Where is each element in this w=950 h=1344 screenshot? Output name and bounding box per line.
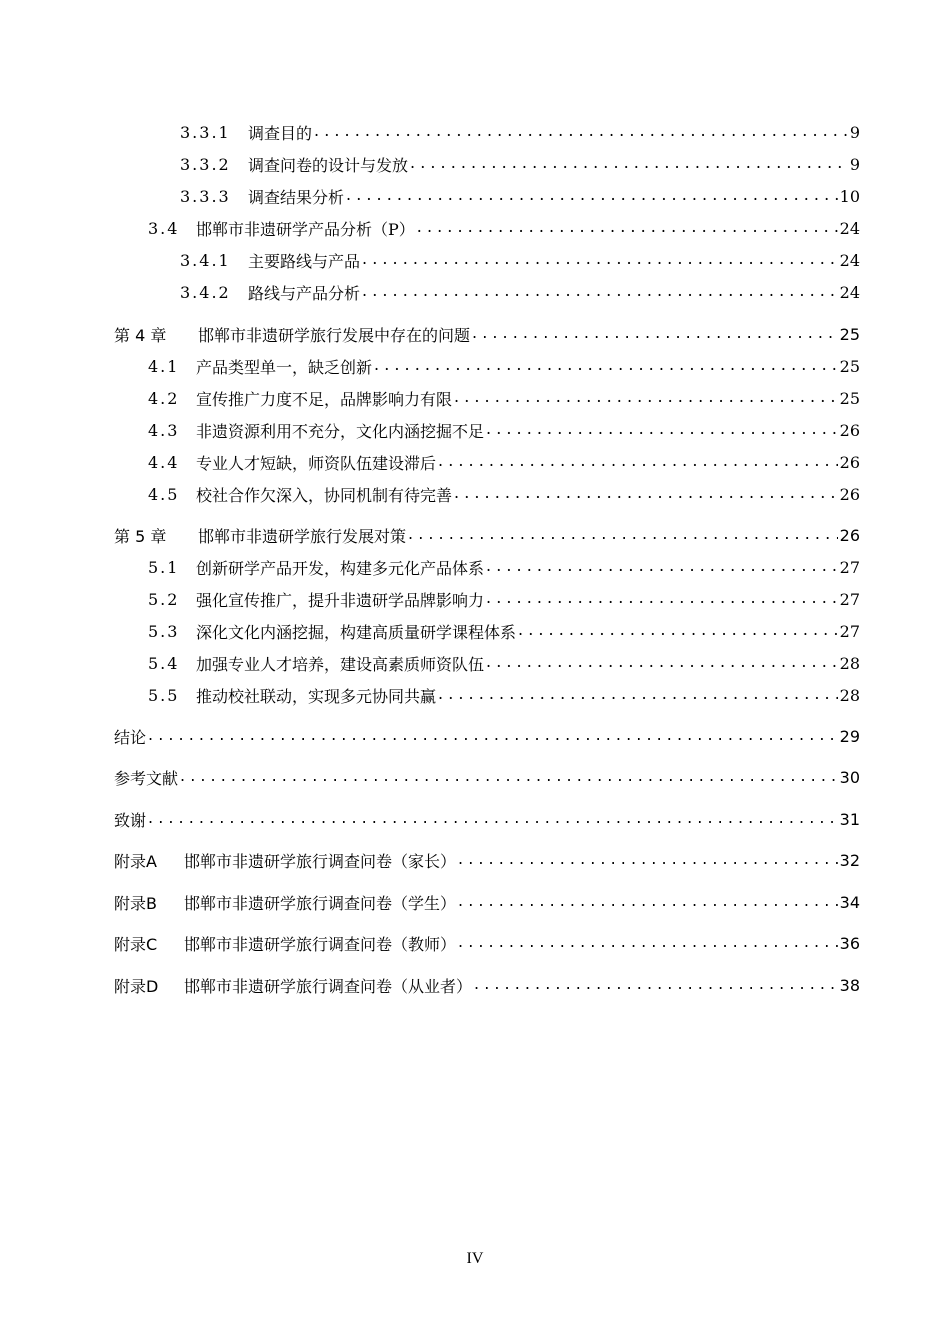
toc-entry-title: 强化宣传推广，提升非遗研学品牌影响力 (196, 590, 485, 610)
toc-entry-number: 4.2 (148, 388, 180, 408)
toc-chapter-entry[interactable] (114, 765, 860, 789)
toc-entry[interactable] (148, 482, 860, 506)
toc-entry-number: 4.3 (148, 420, 180, 440)
toc-entry-title: 创新研学产品开发，构建多元化产品体系 (196, 558, 485, 578)
toc-entry-number: 附录C (114, 934, 158, 954)
toc-entry[interactable] (148, 651, 860, 675)
toc-entry-number: 5.5 (148, 685, 180, 705)
toc-entry-number: 附录A (114, 851, 157, 871)
toc-entry-number: 3.4.1 (180, 250, 231, 270)
dot-leader (458, 931, 838, 955)
dot-leader (346, 184, 838, 208)
toc-entry-page: 31 (839, 809, 860, 829)
toc-entry-page: 24 (839, 218, 860, 238)
toc-entry-page: 27 (839, 589, 860, 609)
dot-leader (486, 418, 838, 442)
toc-entry-title: 邯郸市非遗研学旅行调查问卷（学生） (184, 893, 457, 913)
dot-leader (454, 386, 838, 410)
toc-entry-title: 宣传推广力度不足，品牌影响力有限 (196, 389, 453, 409)
toc-entry[interactable] (148, 587, 860, 611)
toc-entry-title: 深化文化内涵挖掘，构建高质量研学课程体系 (196, 622, 517, 642)
toc-appendix-entry[interactable] (114, 973, 860, 997)
toc-entry[interactable] (148, 386, 860, 410)
toc-entry-page: 25 (839, 356, 860, 376)
toc-entry-title: 邯郸市非遗研学旅行调查问卷（教师） (184, 934, 457, 954)
toc-entry[interactable] (180, 248, 860, 272)
toc-entry-number: 3.3.1 (180, 122, 231, 142)
toc-entry-page: 26 (839, 452, 860, 472)
toc-chapter-entry[interactable] (114, 724, 860, 748)
toc-entry-number: 5.2 (148, 589, 180, 609)
toc-entry-title: 调查结果分析 (248, 187, 345, 207)
dot-leader (410, 152, 848, 176)
toc-entry[interactable] (148, 450, 860, 474)
dot-leader (454, 482, 838, 506)
toc-entry-number: 附录B (114, 893, 157, 913)
toc-entry-title: 调查问卷的设计与发放 (248, 155, 409, 175)
toc-appendix-entry[interactable] (114, 890, 860, 914)
toc-entry-title: 邯郸市非遗研学旅行调查问卷（家长） (184, 851, 457, 871)
toc-entry-title: 致谢 (114, 810, 147, 830)
toc-entry[interactable] (148, 418, 860, 442)
toc-entry-number: 4.4 (148, 452, 180, 472)
toc-entry-title: 参考文献 (114, 768, 179, 788)
toc-entry-page: 34 (839, 892, 860, 912)
toc-chapter-entry[interactable] (114, 523, 860, 547)
toc-entry-number: 第 5 章 (114, 526, 167, 546)
toc-entry-title: 结论 (114, 727, 147, 747)
toc-entry-page: 25 (839, 324, 860, 344)
dot-leader (362, 280, 838, 304)
toc-entry-number: 3.4.2 (180, 282, 231, 302)
dot-leader (518, 619, 838, 643)
toc-entry-number: 3.4 (148, 218, 180, 238)
dot-leader (458, 848, 838, 872)
toc-entry-page: 27 (839, 621, 860, 641)
toc-entry-page: 25 (839, 388, 860, 408)
dot-leader (180, 765, 838, 789)
toc-chapter-entry[interactable] (114, 322, 860, 346)
dot-leader (148, 724, 838, 748)
toc-entry-page: 28 (839, 685, 860, 705)
dot-leader (486, 651, 838, 675)
dot-leader (474, 973, 838, 997)
toc-entry-page: 26 (839, 525, 860, 545)
toc-entry-number: 3.3.3 (180, 186, 231, 206)
toc-entry[interactable] (180, 184, 860, 208)
toc-entry[interactable] (148, 555, 860, 579)
toc-entry-page: 24 (839, 282, 860, 302)
toc-entry-title: 校社合作欠深入，协同机制有待完善 (196, 485, 453, 505)
toc-entry-number: 4.5 (148, 484, 180, 504)
toc-appendix-entry[interactable] (114, 848, 860, 872)
dot-leader (314, 120, 848, 144)
dot-leader (438, 683, 838, 707)
toc-entry-page: 30 (839, 767, 860, 787)
toc-entry[interactable] (148, 683, 860, 707)
toc-entry-title: 邯郸市非遗研学旅行发展对策 (198, 526, 407, 546)
toc-entry-title: 邯郸市非遗研学旅行发展中存在的问题 (198, 325, 471, 345)
toc-entry-page: 28 (839, 653, 860, 673)
dot-leader (374, 354, 838, 378)
toc-entry-title: 路线与产品分析 (248, 283, 361, 303)
toc-entry-page: 10 (839, 186, 860, 206)
toc-entry-number: 3.3.2 (180, 154, 231, 174)
toc-chapter-entry[interactable] (114, 807, 860, 831)
toc-entry-number: 5.3 (148, 621, 180, 641)
toc-entry-title: 主要路线与产品 (248, 251, 361, 271)
dot-leader (148, 807, 838, 831)
toc-entry[interactable] (148, 619, 860, 643)
toc-entry[interactable] (148, 216, 860, 240)
toc-entry-number: 第 4 章 (114, 325, 167, 345)
toc-entry-page: 32 (839, 850, 860, 870)
page-number-footer: IV (466, 1250, 484, 1267)
toc-entry-title: 邯郸市非遗研学产品分析（P） (196, 219, 415, 239)
toc-entry-number: 5.1 (148, 557, 180, 577)
dot-leader (486, 587, 838, 611)
toc-entry-page: 26 (839, 484, 860, 504)
toc-entry-title: 调查目的 (248, 123, 313, 143)
toc-entry-page: 9 (849, 122, 860, 142)
dot-leader (438, 450, 838, 474)
toc-entry-title: 产品类型单一，缺乏创新 (196, 357, 373, 377)
dot-leader (472, 322, 838, 346)
toc-entry-number: 5.4 (148, 653, 180, 673)
toc-entry-page: 26 (839, 420, 860, 440)
toc-entry-page: 27 (839, 557, 860, 577)
toc-entry-page: 29 (839, 726, 860, 746)
toc-entry-number: 4.1 (148, 356, 180, 376)
toc-appendix-entry[interactable] (114, 931, 860, 955)
toc-entry-number: 附录D (114, 976, 159, 996)
toc-entry[interactable] (148, 354, 860, 378)
dot-leader (408, 523, 838, 547)
dot-leader (486, 555, 838, 579)
toc-entry-page: 9 (849, 154, 860, 174)
toc-entry[interactable] (180, 152, 860, 176)
dot-leader (417, 216, 838, 240)
toc-entry-title: 推动校社联动，实现多元协同共赢 (196, 686, 437, 706)
toc-entry-title: 加强专业人才培养，建设高素质师资队伍 (196, 654, 485, 674)
toc-entry[interactable] (180, 120, 860, 144)
toc-entry-page: 24 (839, 250, 860, 270)
toc-entry-title: 专业人才短缺，师资队伍建设滞后 (196, 453, 437, 473)
toc-entry-page: 36 (839, 933, 860, 953)
dot-leader (362, 248, 838, 272)
toc-entry-title: 非遗资源利用不充分，文化内涵挖掘不足 (196, 421, 485, 441)
toc-entry-page: 38 (839, 975, 860, 995)
toc-entry[interactable] (180, 280, 860, 304)
toc-entry-title: 邯郸市非遗研学旅行调查问卷（从业者） (184, 976, 473, 996)
dot-leader (458, 890, 838, 914)
